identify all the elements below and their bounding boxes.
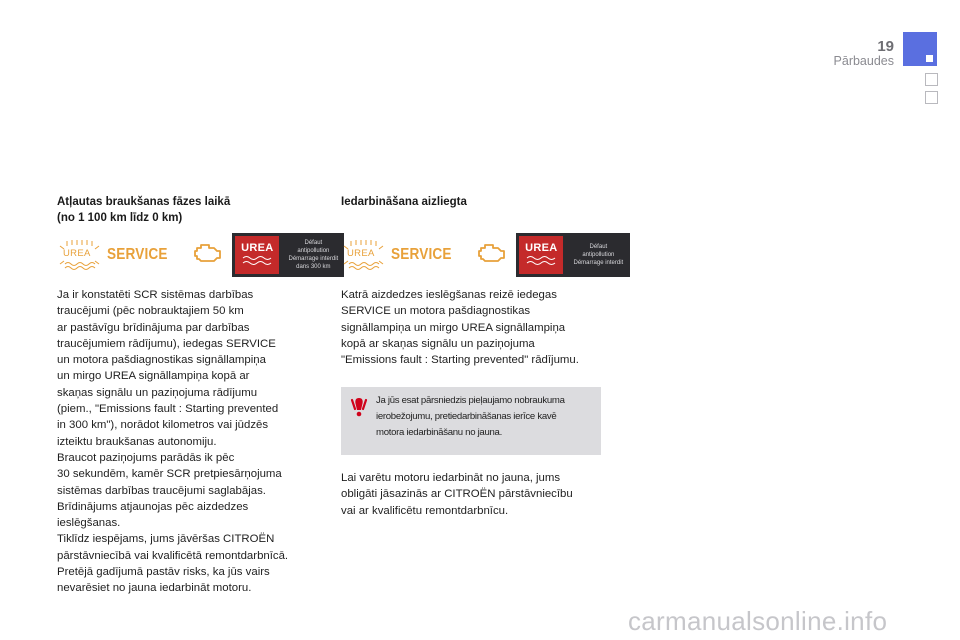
service-warning-label: SERVICE bbox=[107, 246, 168, 263]
display-urea-block bbox=[235, 236, 279, 274]
page-number: 19 bbox=[877, 38, 894, 55]
display-line: antipollution bbox=[297, 248, 330, 254]
chapter-tab-3[interactable] bbox=[925, 91, 938, 104]
engine-check-icon bbox=[476, 242, 506, 269]
info-box bbox=[341, 387, 601, 455]
chapter-tab-2[interactable] bbox=[925, 73, 938, 86]
chapter-title: Pārbaudes bbox=[833, 54, 894, 68]
engine-check-icon bbox=[192, 242, 222, 269]
display-line: antipollution bbox=[582, 252, 615, 258]
left-heading-line1: Atļautas braukšanas fāzes laikā bbox=[57, 196, 231, 208]
fluid-wave-icon bbox=[242, 254, 272, 266]
display-line: Démarrage interdit bbox=[288, 256, 339, 262]
watermark: carmanualsonline.info bbox=[628, 606, 888, 636]
left-body-text: Ja ir konstatēti SCR sistēmas darbības traucējumi (pēc nobrauktajiem 50 km ar pastāvīgu brīdinājuma par darbības traucējumiem rādījumu), iedegas SERVICE un motora pašdiagnostikas signāllampiņa un mirgo UREA signāllampiņa kopā ar skaņas signālu un paziņojuma rādījumu (piem., "Emissions fault : Starting prevented in 300 km"), norādot kilometros vai jūdzēs izteiktu braukšanas autonomiju. Braucot paziņojums parādās ik pēc 30 sekundēm, kamēr SCR pretpiesārņojuma sistēmas darbības traucējumi saglabājas. Brīdinājums atjaunojas pēc aizdedzes ieslēgšanas. Tiklīdz iespējams, jums jāvēršas CITROËN pārstāvniecībā vai kvalificētā remontdarbnīcā. Pretējā gadījumā pastāv risks, ka jūs vairs nevarēsiet no jauna iedarbināt motoru. bbox=[57, 289, 289, 595]
right-warning-panel bbox=[341, 232, 630, 278]
display-urea-label: UREA bbox=[525, 242, 558, 254]
fluid-wave-icon bbox=[526, 254, 556, 266]
display-line: Défaut bbox=[589, 244, 608, 250]
left-heading-line2: (no 1 100 km līdz 0 km) bbox=[57, 212, 183, 224]
display-message bbox=[566, 233, 630, 277]
display-line: dans 300 km bbox=[296, 264, 331, 270]
display-urea-label: UREA bbox=[241, 242, 274, 254]
warning-exclamation-icon bbox=[350, 397, 368, 422]
urea-warning-icon bbox=[341, 239, 387, 271]
instrument-display bbox=[232, 233, 344, 277]
urea-warning-icon bbox=[57, 239, 103, 271]
tab-marker-icon bbox=[926, 55, 933, 62]
urea-icon-label: UREA bbox=[63, 248, 91, 259]
right-heading: Iedarbināšana aizliegta bbox=[341, 196, 467, 208]
left-warning-panel bbox=[57, 232, 344, 278]
display-line: Défaut bbox=[304, 240, 323, 246]
urea-icon-label: UREA bbox=[347, 248, 375, 259]
display-urea-block bbox=[519, 236, 563, 274]
left-heading bbox=[57, 194, 317, 226]
chapter-tab-active[interactable] bbox=[903, 32, 937, 66]
display-message bbox=[282, 233, 344, 277]
instrument-display bbox=[516, 233, 630, 277]
display-line: Démarrage interdit bbox=[573, 260, 624, 266]
info-box-text: Ja jūs esat pārsniedzis pieļaujamo nobraukuma ierobežojumu, pretiedarbināšanas ierīce kavē motora iedarbināšanu no jauna. bbox=[376, 395, 565, 438]
service-warning-label: SERVICE bbox=[391, 246, 452, 263]
right-body-text-2: Lai varētu motoru iedarbināt no jauna, jums obligāti jāsazinās ar CITROËN pārstāvniecību vai ar kvalificētu remontdarbnīcu. bbox=[341, 472, 573, 517]
right-body-text: Katrā aizdedzes ieslēgšanas reizē iedegas SERVICE un motora pašdiagnostikas signāllampiņa un mirgo UREA signāllampiņa kopā ar skaņas signālu un paziņojuma "Emissions fault : Starting prevented" rādījumu. bbox=[341, 289, 579, 367]
